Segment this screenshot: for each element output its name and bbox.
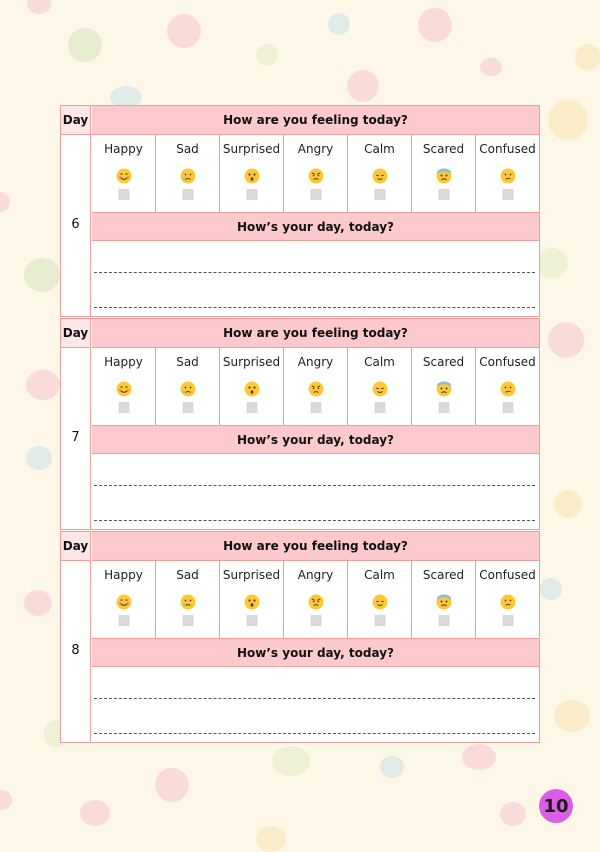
background-dot (155, 768, 189, 802)
day-question-header: How’s your day, today? (92, 212, 539, 241)
feeling-label: Happy (104, 142, 143, 156)
confused-face-icon (500, 594, 516, 610)
relieved-face-icon (372, 381, 388, 397)
feeling-label: Calm (364, 355, 395, 369)
smiling-face-icon (116, 381, 132, 397)
angry-face-icon (308, 381, 324, 397)
feeling-label: Angry (297, 355, 334, 369)
feelings-question-header: How are you feeling today? (92, 106, 539, 135)
angry-face-icon (308, 168, 324, 184)
feeling-checkbox[interactable] (182, 615, 193, 626)
feeling-label: Calm (364, 142, 395, 156)
writing-line[interactable] (94, 307, 535, 308)
crying-face-icon (180, 168, 196, 184)
feeling-label: Surprised (222, 568, 281, 582)
feeling-label: Scared (422, 142, 465, 156)
feeling-checkbox[interactable] (118, 402, 129, 413)
background-dot (24, 258, 60, 292)
writing-line[interactable] (94, 698, 535, 699)
feeling-label: Calm (364, 568, 395, 582)
day-number: 6 (71, 217, 80, 232)
feeling-checkbox[interactable] (374, 615, 385, 626)
feeling-sad (156, 348, 220, 425)
feeling-label: Confused (479, 568, 536, 582)
feeling-label: Scared (422, 568, 465, 582)
background-dot (0, 192, 10, 212)
page-number-badge: 10 (539, 789, 573, 823)
feeling-checkbox[interactable] (246, 189, 257, 200)
day-column (61, 348, 91, 529)
feeling-happy (92, 348, 156, 425)
background-dot (548, 322, 584, 358)
day-header-label: Day (61, 532, 91, 561)
day-column (61, 561, 91, 742)
feeling-label: Happy (104, 568, 143, 582)
feeling-label: Confused (479, 355, 536, 369)
background-dot (24, 590, 52, 616)
feeling-label: Sad (176, 568, 199, 582)
feelings-row (92, 348, 539, 425)
feeling-confused (476, 348, 539, 425)
relieved-face-icon (372, 594, 388, 610)
background-dot (167, 14, 201, 48)
feeling-label: Angry (297, 568, 334, 582)
background-dot (256, 826, 286, 852)
feeling-label: Scared (422, 355, 465, 369)
feeling-label: Sad (176, 142, 199, 156)
feeling-checkbox[interactable] (502, 402, 513, 413)
feeling-checkbox[interactable] (246, 615, 257, 626)
feeling-label: Happy (104, 355, 143, 369)
anxious-face-icon (436, 168, 452, 184)
writing-line[interactable] (94, 733, 535, 734)
crying-face-icon (180, 594, 196, 610)
background-dot (554, 490, 582, 518)
feeling-label: Confused (479, 142, 536, 156)
feeling-checkbox[interactable] (374, 189, 385, 200)
background-dot (272, 746, 310, 776)
feeling-checkbox[interactable] (502, 189, 513, 200)
feeling-checkbox[interactable] (310, 402, 321, 413)
feeling-label: Surprised (222, 142, 281, 156)
feelings-row (92, 135, 539, 212)
astonished-face-icon (244, 381, 260, 397)
relieved-face-icon (372, 168, 388, 184)
feeling-confused (476, 135, 539, 212)
smiling-face-icon (116, 594, 132, 610)
astonished-face-icon (244, 168, 260, 184)
feeling-angry (284, 348, 348, 425)
feeling-scared (412, 561, 476, 638)
feeling-checkbox[interactable] (438, 189, 449, 200)
feeling-checkbox[interactable] (310, 615, 321, 626)
astonished-face-icon (244, 594, 260, 610)
background-dot (462, 744, 496, 770)
feeling-checkbox[interactable] (374, 402, 385, 413)
background-dot (575, 44, 600, 70)
background-dot (256, 44, 278, 66)
day-entry-7 (60, 318, 540, 530)
background-dot (500, 802, 526, 826)
day-column (61, 135, 91, 316)
feelings-row (92, 561, 539, 638)
writing-line[interactable] (94, 272, 535, 273)
anxious-face-icon (436, 381, 452, 397)
feeling-sad (156, 135, 220, 212)
feeling-checkbox[interactable] (246, 402, 257, 413)
background-dot (380, 756, 404, 778)
feeling-checkbox[interactable] (502, 615, 513, 626)
anxious-face-icon (436, 594, 452, 610)
feeling-scared (412, 135, 476, 212)
confused-face-icon (500, 168, 516, 184)
confused-face-icon (500, 381, 516, 397)
feeling-surprised (220, 135, 284, 212)
feeling-label: Sad (176, 355, 199, 369)
feelings-question-header: How are you feeling today? (92, 319, 539, 348)
day-entry-8 (60, 531, 540, 743)
angry-face-icon (308, 594, 324, 610)
feeling-label: Surprised (222, 355, 281, 369)
feeling-happy (92, 135, 156, 212)
feeling-happy (92, 561, 156, 638)
feeling-checkbox[interactable] (118, 615, 129, 626)
writing-line[interactable] (94, 485, 535, 486)
background-dot (540, 578, 562, 600)
background-dot (548, 100, 588, 140)
feeling-checkbox[interactable] (118, 189, 129, 200)
day-entry-6 (60, 105, 540, 317)
feeling-confused (476, 561, 539, 638)
feeling-checkbox[interactable] (182, 402, 193, 413)
background-dot (26, 370, 60, 400)
background-dot (554, 700, 590, 732)
feeling-calm (348, 135, 412, 212)
background-dot (26, 446, 52, 470)
day-header-label: Day (61, 319, 91, 348)
feeling-calm (348, 348, 412, 425)
background-dot (27, 0, 51, 14)
feeling-checkbox[interactable] (438, 402, 449, 413)
day-number: 8 (71, 643, 80, 658)
background-dot (0, 790, 12, 810)
feeling-sad (156, 561, 220, 638)
smiling-face-icon (116, 168, 132, 184)
day-number: 7 (71, 430, 80, 445)
crying-face-icon (180, 381, 196, 397)
background-dot (68, 28, 102, 62)
background-dot (328, 13, 350, 35)
feeling-scared (412, 348, 476, 425)
background-dot (347, 70, 379, 102)
background-dot (418, 8, 452, 42)
background-dot (80, 800, 110, 826)
feelings-question-header: How are you feeling today? (92, 532, 539, 561)
feeling-surprised (220, 348, 284, 425)
background-dot (480, 58, 502, 76)
feeling-angry (284, 561, 348, 638)
feeling-surprised (220, 561, 284, 638)
feeling-label: Angry (297, 142, 334, 156)
feeling-checkbox[interactable] (182, 189, 193, 200)
day-question-header: How’s your day, today? (92, 425, 539, 454)
feeling-angry (284, 135, 348, 212)
writing-line[interactable] (94, 520, 535, 521)
day-question-header: How’s your day, today? (92, 638, 539, 667)
background-dot (536, 248, 568, 278)
day-header-label: Day (61, 106, 91, 135)
feeling-checkbox[interactable] (310, 189, 321, 200)
feeling-calm (348, 561, 412, 638)
feeling-checkbox[interactable] (438, 615, 449, 626)
